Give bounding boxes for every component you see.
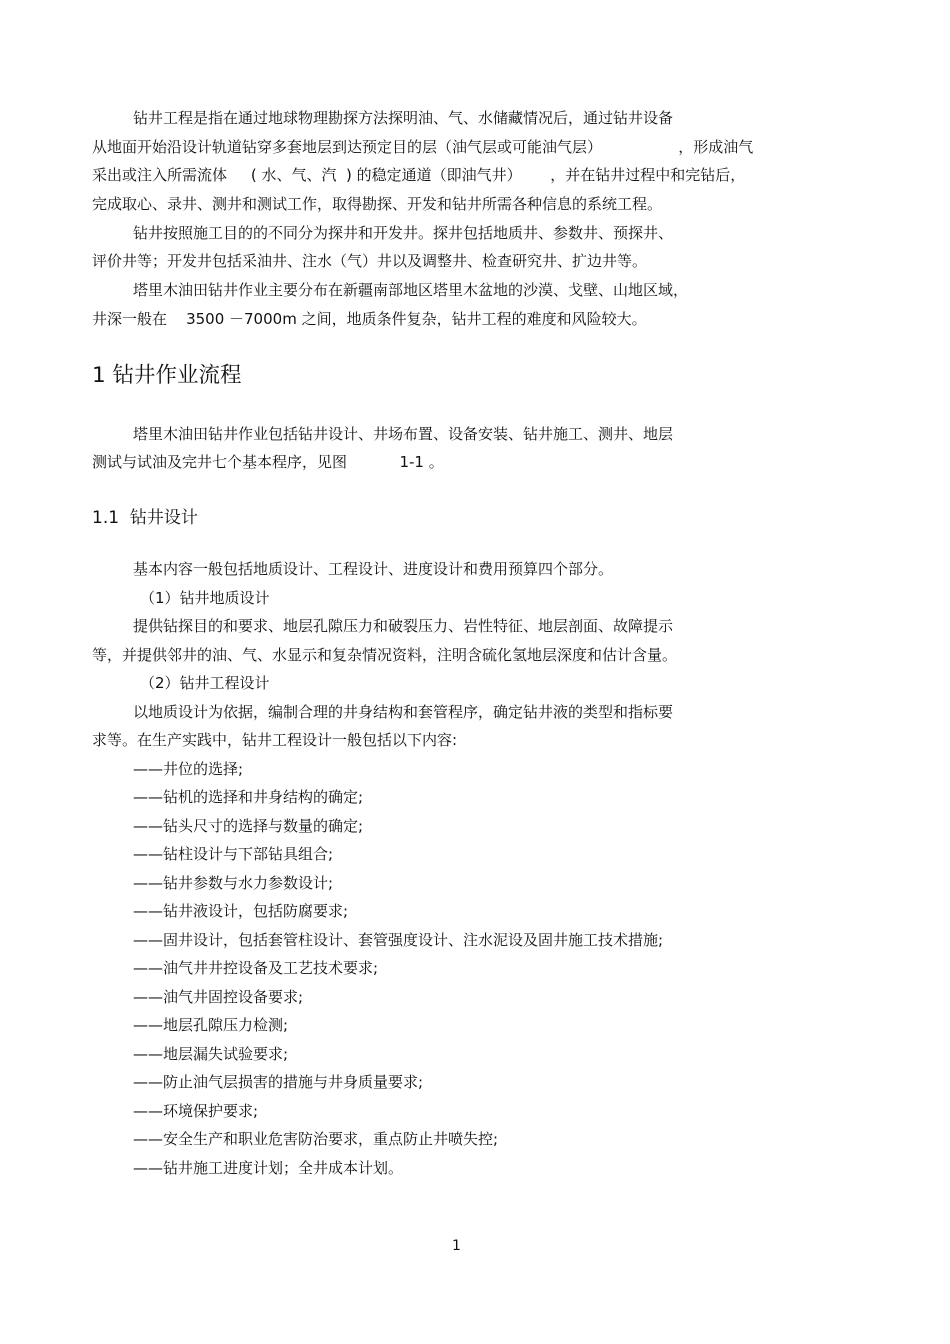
section-1-1-line-7: 求等。在生产实践中，钻井工程设计一般包括以下内容: xyxy=(92,731,458,749)
list-item: ——钻井参数与水力参数设计; xyxy=(133,874,334,892)
list-item: ——钻井施工进度计划；全井成本计划。 xyxy=(133,1159,404,1177)
intro-line-8: 井深一般在 3500 －7000m 之间，地质条件复杂，钻井工程的难度和风险较大。 xyxy=(92,310,647,328)
intro-line-2: 从地面开始沿设计轨道钻穿多套地层到达预定目的层（油气层或可能油气层） ，形成油气 xyxy=(92,138,754,156)
list-item: ——安全生产和职业危害防治要求，重点防止井喷失控; xyxy=(133,1130,499,1148)
page-number: 1 xyxy=(452,1238,461,1254)
section-1-1-line-3: 提供钻探目的和要求、地层孔隙压力和破裂压力、岩性特征、地层剖面、故障提示 xyxy=(133,617,674,635)
list-item: ——地层孔隙压力检测; xyxy=(133,1016,289,1034)
intro-line-5: 钻井按照施工目的的不同分为探井和开发井。探井包括地质井、参数井、预探井、 xyxy=(133,224,674,242)
list-item: ——环境保护要求; xyxy=(133,1102,259,1120)
list-item: ——固井设计，包括套管柱设计、套管强度设计、注水泥设及固井施工技术措施; xyxy=(133,931,664,949)
section-1-1-line-5: （2）钻井工程设计 xyxy=(140,674,270,692)
intro-line-4: 完成取心、录井、测井和测试工作，取得勘探、开发和钻井所需各种信息的系统工程。 xyxy=(92,195,663,213)
list-item: ——钻井液设计，包括防腐要求; xyxy=(133,902,349,920)
section-1-1-line-2: （1）钻井地质设计 xyxy=(140,589,270,607)
list-item: ——油气井井控设备及工艺技术要求; xyxy=(133,959,379,977)
section-1-1-heading: 1.1 钻井设计 xyxy=(92,508,198,528)
section-1-line-2: 测试与试油及完井七个基本程序，见图 1-1 。 xyxy=(92,453,444,471)
section-1-1-line-6: 以地质设计为依据，编制合理的井身结构和套管程序，确定钻井液的类型和指标要 xyxy=(133,703,674,721)
list-item: ——地层漏失试验要求; xyxy=(133,1045,289,1063)
list-item: ——钻机的选择和井身结构的确定; xyxy=(133,788,364,806)
section-1-line-1: 塔里木油田钻井作业包括钻井设计、井场布置、设备安装、钻井施工、测井、地层 xyxy=(133,425,674,443)
intro-line-7: 塔里木油田钻井作业主要分布在新疆南部地区塔里木盆地的沙漠、戈壁、山地区域， xyxy=(133,281,689,299)
list-item: ——钻头尺寸的选择与数量的确定; xyxy=(133,817,364,835)
section-1-1-line-4: 等，并提供邻井的油、气、水显示和复杂情况资料，注明含硫化氢地层深度和估计含量。 xyxy=(92,646,678,664)
list-item: ——井位的选择; xyxy=(133,760,244,778)
section-1-heading: 1 钻井作业流程 xyxy=(92,363,242,388)
intro-line-6: 评价井等；开发井包括采油井、注水（气）井以及调整井、检查研究井、扩边井等。 xyxy=(92,252,648,270)
intro-line-3: 采出或注入所需流体 ( 水、气、汽 ) 的稳定通道（即油气井） ，并在钻井过程中和完钻后， xyxy=(92,166,746,184)
list-item: ——油气井固控设备要求; xyxy=(133,988,304,1006)
section-1-1-line-1: 基本内容一般包括地质设计、工程设计、进度设计和费用预算四个部分。 xyxy=(133,560,614,578)
list-item: ——防止油气层损害的措施与井身质量要求; xyxy=(133,1073,424,1091)
list-item: ——钻柱设计与下部钻具组合; xyxy=(133,845,334,863)
intro-line-1: 钻井工程是指在通过地球物理勘探方法探明油、气、水储藏情况后，通过钻井设备 xyxy=(133,109,674,127)
